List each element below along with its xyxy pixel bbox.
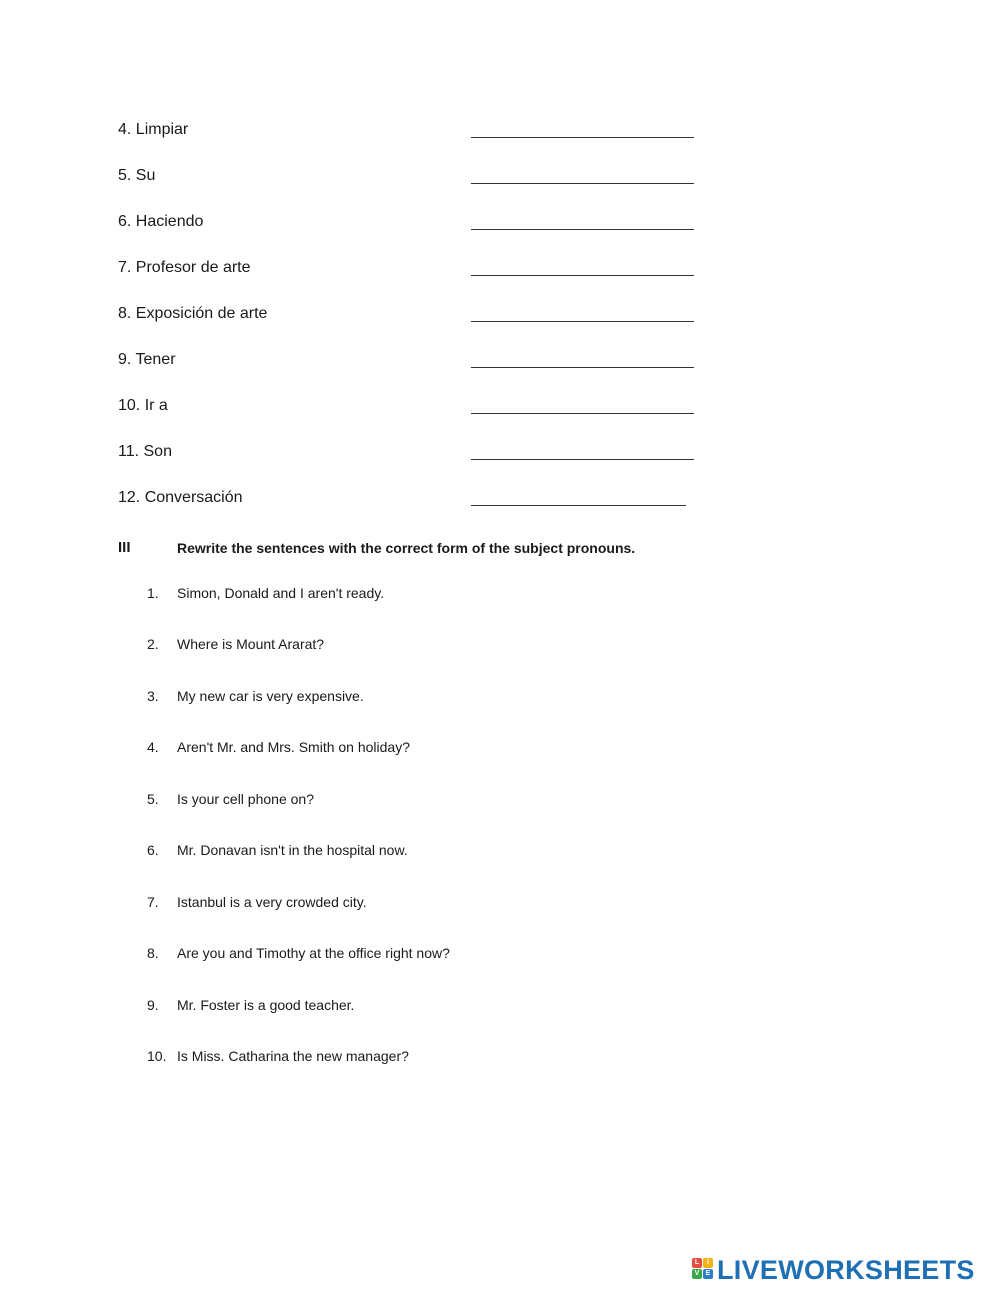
vocab-row xyxy=(118,258,718,284)
vocab-term: 4. Limpiar xyxy=(118,121,189,138)
logo-text: LIVEWORKSHEETS xyxy=(717,1255,975,1285)
vocab-row xyxy=(118,350,718,376)
sentence-text: My new car is very expensive. xyxy=(177,688,364,704)
vocab-row xyxy=(118,488,718,514)
sentence-number: 9. xyxy=(147,997,159,1013)
sentence-text: Is Miss. Catharina the new manager? xyxy=(177,1048,409,1064)
liveworksheets-logo xyxy=(692,1255,992,1285)
sentence-text: Istanbul is a very crowded city. xyxy=(177,894,367,910)
sentence-text: Aren't Mr. and Mrs. Smith on holiday? xyxy=(177,739,410,755)
sentence-number: 5. xyxy=(147,791,159,807)
sentence-item xyxy=(147,894,747,916)
sentence-number: 1. xyxy=(147,585,159,601)
answer-field[interactable] xyxy=(471,183,694,184)
sentence-text: Mr. Foster is a good teacher. xyxy=(177,997,355,1013)
sentence-item xyxy=(147,997,747,1019)
vocab-term: 6. Haciendo xyxy=(118,213,204,230)
vocab-term: 7. Profesor de arte xyxy=(118,259,251,276)
sentence-text: Are you and Timothy at the office right now? xyxy=(177,945,450,961)
sentence-text: Mr. Donavan isn't in the hospital now. xyxy=(177,842,408,858)
section-number: III xyxy=(118,539,131,556)
vocab-term: 12. Conversación xyxy=(118,489,243,506)
vocab-term: 11. Son xyxy=(118,443,172,460)
sentence-number: 2. xyxy=(147,636,159,652)
sentence-item xyxy=(147,791,747,813)
vocab-term: 9. Tener xyxy=(118,351,176,368)
vocab-term: 5. Su xyxy=(118,167,156,184)
vocab-row xyxy=(118,396,718,422)
sentence-number: 6. xyxy=(147,842,159,858)
sentence-text: Where is Mount Ararat? xyxy=(177,636,325,652)
vocab-row xyxy=(118,120,718,146)
answer-field[interactable] xyxy=(471,459,694,460)
vocab-row xyxy=(118,212,718,238)
sentence-text: Is your cell phone on? xyxy=(177,791,314,807)
sentence-number: 3. xyxy=(147,688,159,704)
answer-field[interactable] xyxy=(471,229,694,230)
sentence-item xyxy=(147,636,747,658)
sentence-item xyxy=(147,688,747,710)
sentence-text: Simon, Donald and I aren't ready. xyxy=(177,585,385,601)
sentence-item xyxy=(147,739,747,761)
sentence-item xyxy=(147,842,747,864)
sentence-number: 10. xyxy=(147,1048,167,1064)
logo-tile: E xyxy=(703,1269,713,1279)
sentence-item xyxy=(147,585,747,607)
vocab-row xyxy=(118,304,718,330)
vocab-row xyxy=(118,166,718,192)
answer-field[interactable] xyxy=(471,413,694,414)
answer-field[interactable] xyxy=(471,505,686,506)
sentence-item xyxy=(147,1048,747,1070)
sentence-number: 7. xyxy=(147,894,159,910)
sentence-number: 4. xyxy=(147,739,159,755)
section-instructions: Rewrite the sentences with the correct form of the subject pronouns. xyxy=(177,540,636,556)
answer-field[interactable] xyxy=(471,321,694,322)
answer-field[interactable] xyxy=(471,137,694,138)
vocab-term: 10. Ir a xyxy=(118,397,168,414)
logo-tile: I xyxy=(703,1258,713,1268)
vocab-term: 8. Exposición de arte xyxy=(118,305,268,322)
logo-tile: L xyxy=(692,1258,702,1268)
liveworksheets-icon xyxy=(692,1258,714,1280)
vocab-row xyxy=(118,442,718,468)
sentence-item xyxy=(147,945,747,967)
logo-tile: V xyxy=(692,1269,702,1279)
answer-field[interactable] xyxy=(471,367,694,368)
sentence-number: 8. xyxy=(147,945,159,961)
answer-field[interactable] xyxy=(471,275,694,276)
